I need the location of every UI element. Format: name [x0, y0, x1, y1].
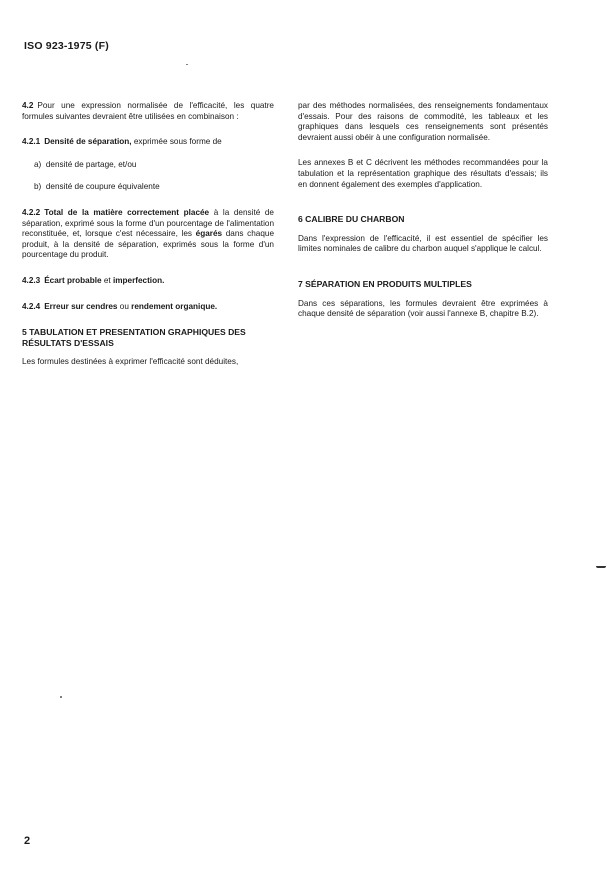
section-title: Densité de séparation, [44, 137, 132, 147]
section-4-2-4 [22, 302, 274, 313]
section-text: à la densité de séparation, exprimé sous la forme d'un pourcentage de l'alimentation reconstituée, et, lorsque c'est nécessaire, les [22, 207, 274, 239]
section-number: 4.2.1 [22, 137, 41, 147]
term-1: Écart probable [44, 275, 102, 285]
list-item-a [22, 160, 274, 171]
right-column [298, 101, 548, 320]
section-number: 4.2.2 [22, 207, 41, 217]
list-label: a) [34, 159, 42, 169]
list-text: densité de coupure équivalente [45, 182, 160, 192]
section-5-annexes: Les annexes B et C décrivent les méthodes recommandées pour la tabulation et la représentation graphique des résultats d'essais; ils en donnent également des exemples d'application. [298, 158, 548, 189]
list-label: b) [34, 182, 42, 192]
section-number: 4.2.4 [22, 301, 41, 311]
section-5-continued: par des méthodes normalisées, des renseignements fondamentaux d'essais. Pour des raisons de commodité, les tableaux et les graphiques dans lesquels ces renseignements sont présentés devraient aussi obéir à une configuration normalisée. [298, 101, 548, 142]
section-5-heading: 5 TABULATION ET PRESENTATION GRAPHIQUES DES RÉSULTATS D'ESSAIS [22, 327, 246, 348]
term-2: rendement organique. [131, 301, 218, 311]
section-text-cont: dans chaque produit, à la densité de séparation, exprimés sous la forme d'un pourcentage du produit. [22, 229, 274, 260]
section-4-2-3 [22, 276, 274, 287]
section-number: 4.2.3 [22, 275, 41, 285]
term-1: Erreur sur cendres [44, 301, 118, 311]
section-text: Pour une expression normalisée de l'efficacité, les quatre formules suivantes devraient être utilisées en combinaison : [22, 101, 274, 121]
section-7-text: Dans ces séparations, les formules devraient être exprimées à chaque densité de séparation (voir aussi l'annexe B, chapitre B.2). [298, 298, 548, 319]
left-column [22, 101, 274, 368]
section-4-2 [22, 101, 274, 122]
scan-mark [596, 566, 606, 568]
section-5-text: Les formules destinées à exprimer l'efficacité sont déduites, [22, 357, 239, 367]
section-6-heading: 6 CALIBRE DU CHARBON [298, 214, 405, 225]
connector: et [101, 275, 113, 285]
bold-term: égarés [195, 229, 223, 239]
list-item-b [22, 182, 274, 193]
section-4-2-1 [22, 137, 274, 148]
section-title: Total de la matière correctement placée [44, 207, 210, 217]
section-4-2-2 [22, 208, 274, 261]
page-number: 2 [24, 835, 31, 847]
list-text: densité de partage, et/ou [45, 159, 137, 169]
scan-speck [186, 64, 188, 65]
section-7-heading: 7 SÉPARATION EN PRODUITS MULTIPLES [298, 278, 472, 289]
scan-speck [60, 696, 62, 698]
document-header: ISO 923-1975 (F) [24, 40, 109, 52]
section-number: 4.2 [22, 101, 34, 110]
section-text: exprimée sous forme de [131, 137, 222, 147]
term-2: imperfection. [112, 275, 165, 285]
section-6-text: Dans l'expression de l'efficacité, il est essentiel de spécifier les limites nominales de calibre du charbon auquel s'applique le calcul. [298, 233, 548, 254]
connector: ou [117, 301, 132, 311]
